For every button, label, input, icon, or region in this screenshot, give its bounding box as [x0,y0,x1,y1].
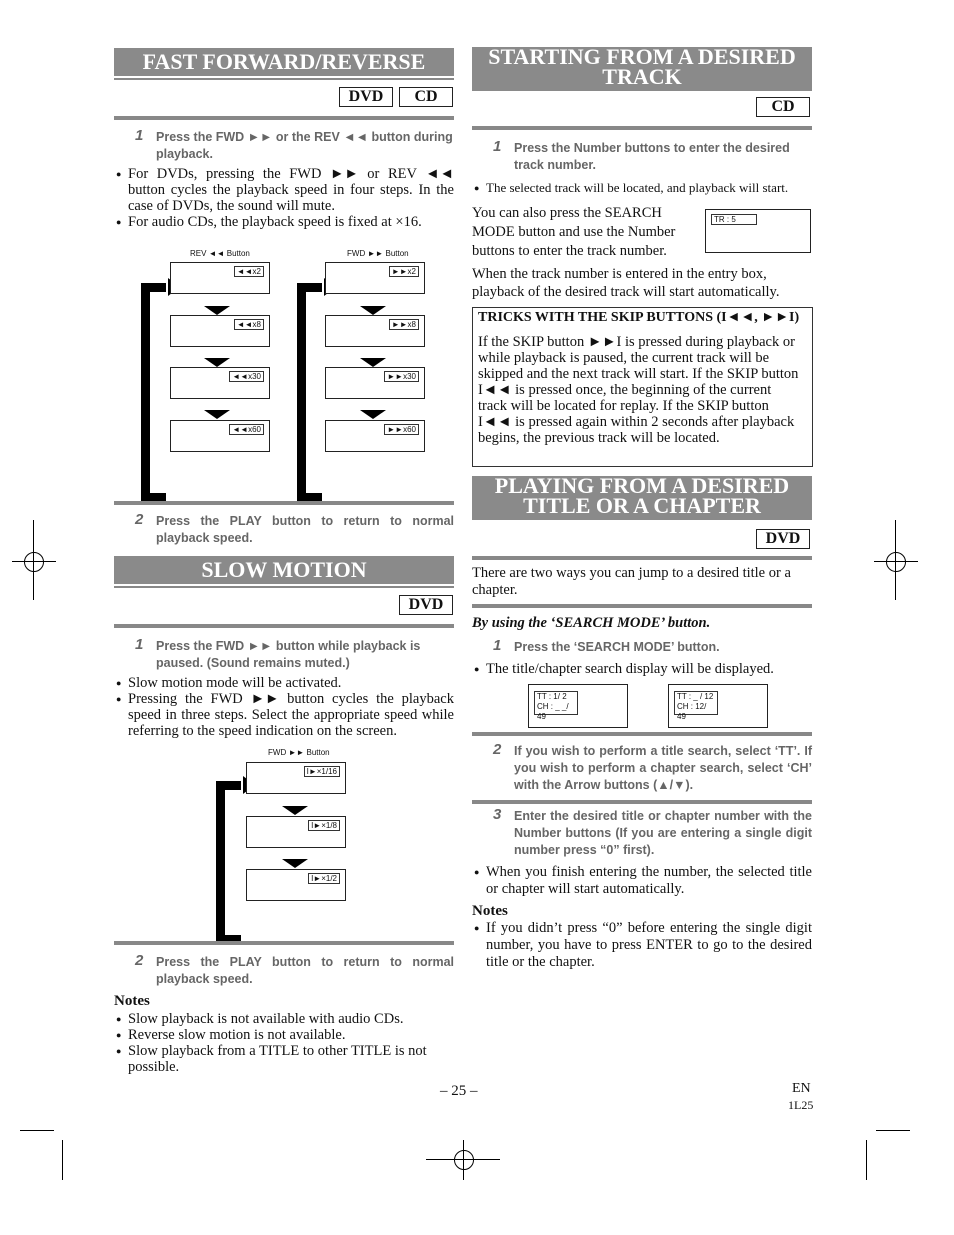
title-bullet-2 [474,864,812,898]
section-title-fast-forward: FAST FORWARD/REVERSE [114,48,454,76]
title-line: TITLE OR A CHAPTER [523,493,761,518]
divider [472,556,812,560]
list-item: ● Reverse slow motion is not available. [116,1027,454,1043]
speed-indicator: ◄◄x2 [234,266,264,277]
notes-heading: Notes [114,993,150,1009]
tt-line: TT : 1/ 2 [537,692,567,701]
crop-line [866,1140,867,1180]
search-screen-title [528,684,628,728]
divider [472,126,812,130]
tag-cd: CD [756,97,810,117]
down-arrow-icon [204,306,230,315]
speed-screen [325,367,425,399]
page-number: – 25 – [440,1083,478,1099]
speed-indicator: ◄◄x30 [229,371,264,382]
speed-indicator: ►►x2 [389,266,419,277]
step-text: Press the PLAY button to return to normal playback speed. [156,955,454,986]
ch-line: CH : 12/ 49 [677,702,707,721]
search-indicator [534,691,578,721]
cycle-arrow [216,781,241,944]
fwd-button-label: FWD ►► Button [347,249,409,258]
divider [114,941,454,945]
speed-screen [325,262,425,294]
step-number: 2 [135,511,144,528]
tag-cd: CD [399,87,453,107]
step-1 [493,138,812,174]
crop-line [62,1140,63,1180]
language-code: EN [792,1081,811,1096]
speed-indicator: I►×1/8 [308,820,340,831]
down-arrow-icon [360,410,386,419]
step-number: 3 [493,806,502,823]
step-3 [493,806,812,859]
step-number: 1 [493,138,502,155]
crop-line [20,1130,54,1131]
crop-line [876,1130,910,1131]
crop-line [874,561,918,562]
step-number: 2 [493,741,502,758]
down-arrow-icon [282,806,308,815]
search-indicator [674,691,718,721]
divider [114,501,454,505]
speed-indicator: ►►x8 [389,319,419,330]
step-text: If you wish to perform a title search, select ‘TT’. If you wish to perform a chapter search, select ‘CH’ with the Arrow buttons (▲/▼). [514,744,812,792]
list-item: ● Pressing the FWD ►► button cycles the playback speed in three steps. Select the appropriate speed while referring to the speed indication on the screen. [116,691,454,739]
tt-line: TT : _ / 12 [677,692,714,701]
step-text: Press the PLAY button to return to normal playback speed. [156,514,454,545]
crop-line [426,1159,500,1160]
fwd-button-label: FWD ►► Button [268,748,330,757]
section-title-slow-motion: SLOW MOTION [114,556,454,584]
list-item: ● Slow motion mode will be activated. [116,675,454,691]
ff-bullets [116,166,454,230]
speed-indicator: ◄◄x8 [234,319,264,330]
notes-heading: Notes [472,903,508,919]
divider [472,732,812,736]
step-text: Press the FWD ►► button while playback is paused. (Sound remains muted.) [156,639,421,670]
divider [114,586,454,588]
speed-screen [170,262,270,294]
title-intro: There are two ways you can jump to a desired title or a chapter. [472,565,791,598]
speed-screen [246,869,346,901]
step-text: Press the FWD ►► or the REV ◄◄ button during playback. [156,130,453,161]
step-1 [135,127,454,163]
list-item: ● The title/chapter search display will be displayed. [474,661,814,677]
speed-screen [246,762,346,794]
speed-indicator: I►×1/16 [304,766,340,777]
notes-list [474,920,812,971]
ch-line: CH : _ _/ 49 [537,702,569,721]
tag-dvd: DVD [339,87,393,107]
crop-line [12,561,56,562]
model-code: 1L25 [788,1098,814,1112]
crop-line [463,1140,464,1180]
list-item: ● For audio CDs, the playback speed is fixed at ×16. [116,214,454,230]
step-1 [135,636,454,672]
divider [114,624,454,628]
list-item: ● For DVDs, pressing the FWD ►► or REV ◄◄ button cycles the playback speed in four steps. In the case of DVDs, the sound will mute. [116,166,454,214]
speed-screen [325,315,425,347]
down-arrow-icon [360,306,386,315]
notes-list [116,1011,454,1075]
speed-screen [325,420,425,452]
title-bullet-1 [474,661,814,677]
track-para-2: When the track number is entered in the entry box, playback of the desired track will start automatically. [472,266,780,300]
speed-indicator: ►►x30 [384,371,419,382]
track-para-1: You can also press the SEARCH MODE button and use the Number buttons to enter the track number. [472,205,676,259]
step-1 [493,637,812,656]
speed-screen [170,367,270,399]
section-title-starting-track [472,44,812,91]
tricks-text: If the SKIP button ►►I is pressed during playback or while playback is paused, the current track will be skipped and the next track will start. If the SKIP button I◄◄ is pressed once, the beginning of the current track will be located for replay. If the SKIP button I◄◄ is pressed again within 2 seconds after playback begins, the previous track will be located. [478,334,799,446]
tag-dvd: DVD [756,529,810,549]
slow-bullets [116,675,454,739]
registration-mark [24,552,44,572]
divider [472,604,812,608]
registration-mark [886,552,906,572]
list-item: ● The selected track will be located, and playback will start. [474,180,814,196]
step-text: Enter the desired title or chapter number with the Number buttons (If you are entering a single digit number press “0” first). [514,809,812,857]
track-indicator: TR : 5 [711,214,757,225]
step-text: Press the ‘SEARCH MODE’ button. [514,640,720,654]
speed-indicator: ►►x60 [384,424,419,435]
step-2 [135,511,454,547]
step-text: Press the Number buttons to enter the desired track number. [514,141,790,172]
section-title-playing-title [472,473,812,520]
cycle-arrow [297,283,322,502]
down-arrow-icon [360,358,386,367]
speed-indicator: ◄◄x60 [229,424,264,435]
rev-button-label: REV ◄◄ Button [190,249,250,258]
registration-mark [454,1150,474,1170]
step-number: 1 [135,127,144,144]
title-line: PLAYING FROM A DESIRED [494,473,790,498]
tricks-heading: TRICKS WITH THE SKIP BUTTONS (I◄◄, ►►I) [478,310,800,325]
step-number: 1 [493,637,502,654]
speed-screen [246,816,346,848]
divider [472,800,812,804]
track-entry-screen [705,209,811,253]
divider [114,78,454,80]
search-heading: By using the ‘SEARCH MODE’ button. [472,615,711,631]
title-line: TRACK [602,64,682,89]
track-bullet [474,180,814,196]
step-number: 1 [135,636,144,653]
down-arrow-icon [204,358,230,367]
title-line: STARTING FROM A DESIRED [488,44,796,69]
speed-screen [170,315,270,347]
search-screen-chapter [668,684,768,728]
speed-screen [170,420,270,452]
list-item: ● When you finish entering the number, the selected title or chapter will start automatically. [474,864,812,898]
speed-indicator: I►×1/2 [308,873,340,884]
divider [114,116,454,120]
step-2 [493,741,812,794]
step-number: 2 [135,952,144,969]
crop-line [33,520,34,600]
crop-line [895,520,896,600]
list-item: ● Slow playback from a TITLE to other TITLE is not possible. [116,1043,454,1075]
step-2 [135,952,454,988]
cycle-arrow [141,283,166,502]
list-item: ● Slow playback is not available with audio CDs. [116,1011,454,1027]
tag-dvd: DVD [399,595,453,615]
list-item: ● If you didn’t press “0” before entering the single digit number, you have to press ENTER to go to the desired title or the chapter. [474,920,812,971]
down-arrow-icon [204,410,230,419]
down-arrow-icon [282,859,308,868]
